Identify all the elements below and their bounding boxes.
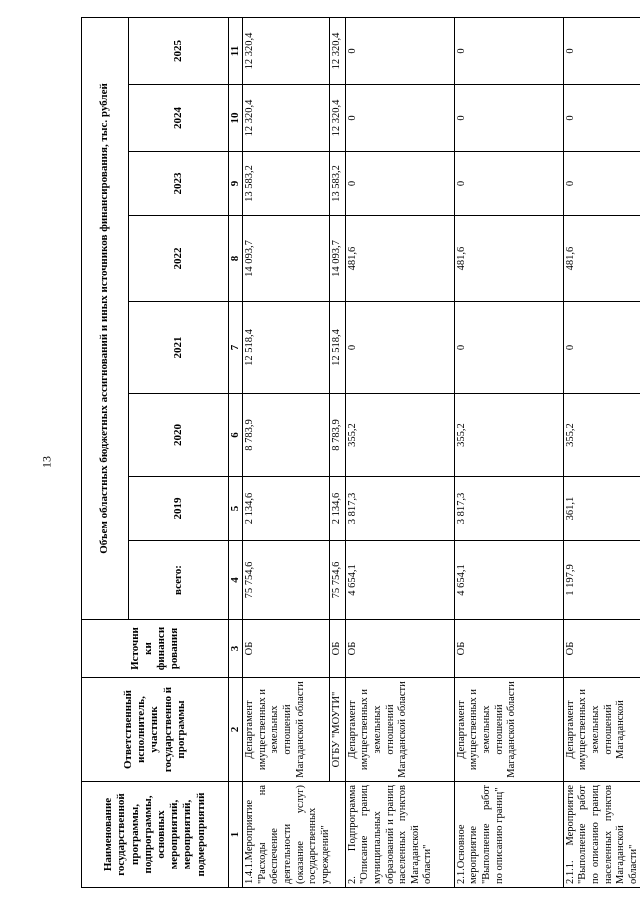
executor-cell: Департамент имущественных и земельных отношений Магаданской области [454, 678, 563, 782]
value-cell: 3 817,3 [454, 477, 563, 541]
value-cell: 0 [563, 17, 640, 84]
column-number: 11 [229, 17, 243, 84]
column-number: 3 [229, 620, 243, 678]
header-year: 2025 [129, 17, 229, 84]
table-row [345, 17, 454, 887]
value-cell: 481,6 [454, 216, 563, 302]
value-cell: 4 654,1 [454, 541, 563, 620]
page-number: 13 [39, 456, 54, 468]
value-cell: 12 518,4 [243, 302, 330, 394]
source-cell: ОБ [243, 620, 330, 678]
column-number: 7 [229, 302, 243, 394]
value-cell: 355,2 [563, 394, 640, 477]
table-row [454, 17, 563, 887]
value-cell: 0 [345, 17, 454, 84]
rotated-table-container [81, 18, 639, 888]
value-cell: 13 583,2 [243, 152, 330, 216]
column-number-row [229, 17, 243, 887]
value-cell: 13 583,2 [330, 152, 346, 216]
value-cell: 14 093,7 [243, 216, 330, 302]
value-cell: 481,6 [563, 216, 640, 302]
source-cell: ОБ [563, 620, 640, 678]
header-source: Источни ки финанси рования [82, 620, 229, 678]
value-cell: 12 320,4 [243, 17, 330, 84]
program-name-cell: 2. Подпрограмма "Описание границ муниципальных образований и границ населенных пунктов Магаданской области" [345, 782, 454, 888]
column-number: 1 [229, 782, 243, 888]
column-number: 9 [229, 152, 243, 216]
header-total: всего: [129, 541, 229, 620]
table-row [243, 17, 330, 887]
header-year: 2020 [129, 394, 229, 477]
value-cell: 0 [454, 302, 563, 394]
value-cell: 0 [345, 302, 454, 394]
value-cell: 12 320,4 [330, 17, 346, 84]
column-number: 2 [229, 678, 243, 782]
column-number: 4 [229, 541, 243, 620]
value-cell: 8 783,9 [330, 394, 346, 477]
column-number: 5 [229, 477, 243, 541]
value-cell: 75 754,6 [243, 541, 330, 620]
value-cell: 75 754,6 [330, 541, 346, 620]
source-cell: ОБ [345, 620, 454, 678]
header-year: 2023 [129, 152, 229, 216]
program-name-cell: 2.1.1. Мероприятие "Выполнение работ по описанию границ населенных пунктов Магаданской области" [563, 782, 640, 888]
executor-cell: Департамент имущественных и земельных отношений Магаданской области [243, 678, 330, 782]
column-number: 10 [229, 85, 243, 152]
value-cell: 2 134,6 [330, 477, 346, 541]
value-cell: 0 [454, 85, 563, 152]
header-funding-group: Объем областных бюджетных ассигнований и иных источников финансирования, тыс. рублей [82, 17, 129, 619]
value-cell: 0 [563, 302, 640, 394]
executor-cell: Департамент имущественных и земельных отношений Магаданской [563, 678, 640, 782]
value-cell: 3 817,3 [345, 477, 454, 541]
value-cell: 12 518,4 [330, 302, 346, 394]
header-year: 2024 [129, 85, 229, 152]
value-cell: 355,2 [454, 394, 563, 477]
header-year: 2022 [129, 216, 229, 302]
column-number: 6 [229, 394, 243, 477]
value-cell: 1 197,9 [563, 541, 640, 620]
value-cell: 0 [563, 152, 640, 216]
source-cell: ОБ [454, 620, 563, 678]
value-cell: 0 [563, 85, 640, 152]
value-cell: 14 093,7 [330, 216, 346, 302]
table-row [330, 17, 346, 887]
table-row [563, 17, 640, 887]
source-cell: ОБ [330, 620, 346, 678]
value-cell: 481,6 [345, 216, 454, 302]
value-cell: 0 [454, 17, 563, 84]
header-year: 2021 [129, 302, 229, 394]
program-name-cell: 2.1.Основное мероприятие "Выполнение работ по описанию границ" [454, 782, 563, 888]
program-name-cell: 1.4.1.Мероприятие "Расходы на обеспечение деятельности (оказание услуг) государственных учреждений" [243, 782, 346, 888]
value-cell: 12 320,4 [330, 85, 346, 152]
value-cell: 0 [345, 85, 454, 152]
value-cell: 4 654,1 [345, 541, 454, 620]
column-number: 8 [229, 216, 243, 302]
header-executor: Ответственный исполнитель, участник государственно й программы [82, 678, 229, 782]
value-cell: 0 [454, 152, 563, 216]
financing-table [81, 17, 640, 888]
header-year: 2019 [129, 477, 229, 541]
executor-cell: ОГБУ "МОУТИ" [330, 678, 346, 782]
value-cell: 355,2 [345, 394, 454, 477]
value-cell: 361,1 [563, 477, 640, 541]
value-cell: 8 783,9 [243, 394, 330, 477]
value-cell: 0 [345, 152, 454, 216]
value-cell: 2 134,6 [243, 477, 330, 541]
executor-cell: Департамент имущественных и земельных отношений Магаданской области [345, 678, 454, 782]
value-cell: 12 320,4 [243, 85, 330, 152]
header-name: Наименование государственной программы, подпрограммы, основных мероприятий, мероприятий, подмероприятий [82, 782, 229, 888]
